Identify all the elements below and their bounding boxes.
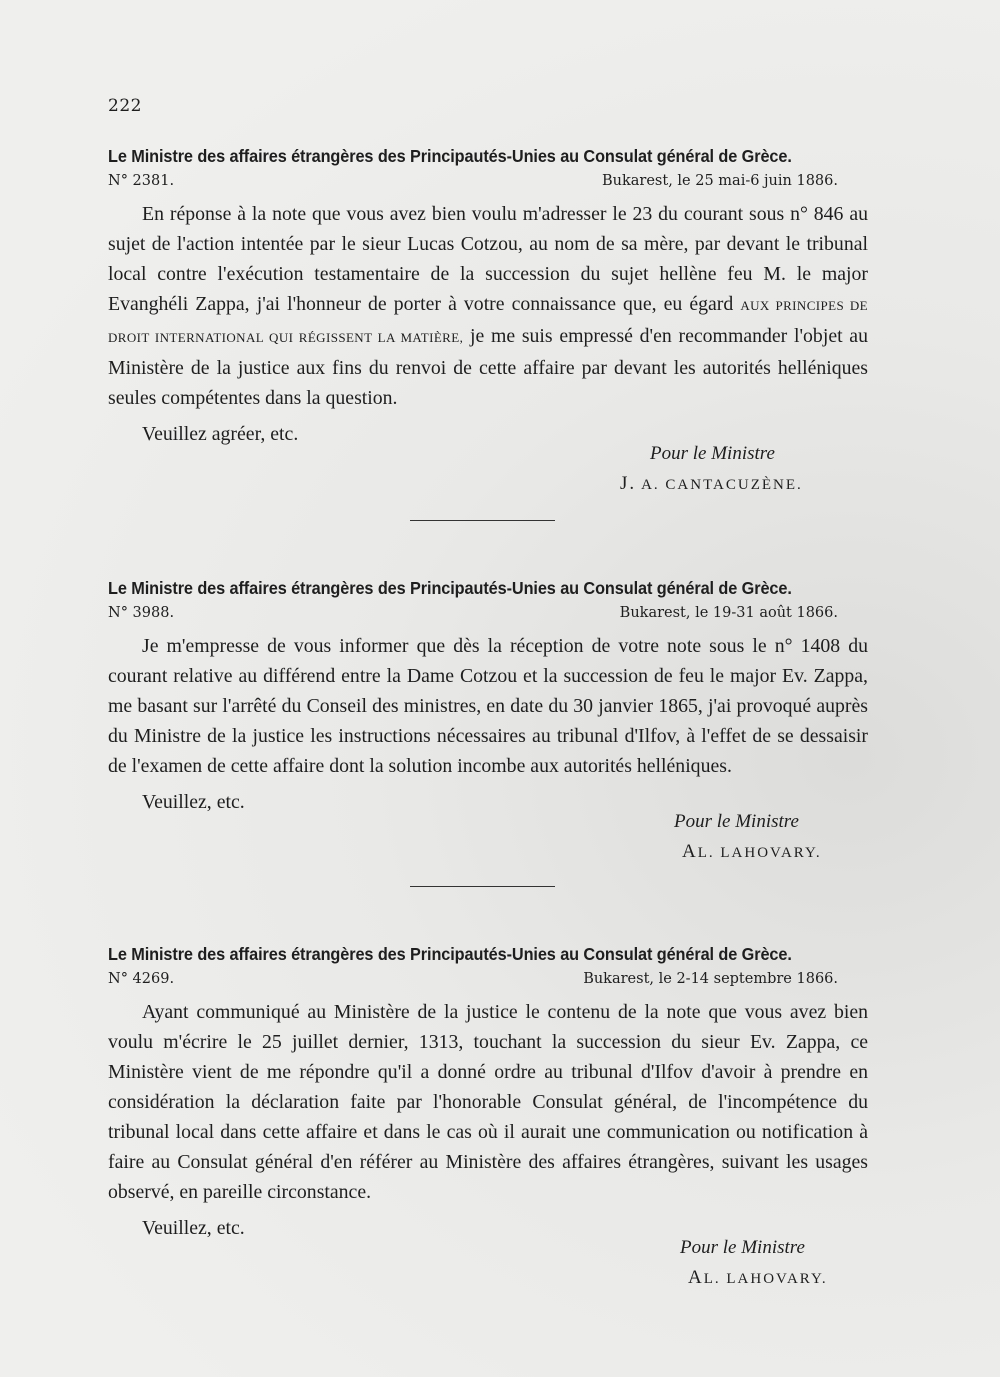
letter-date: Bukarest, le 19-31 août 1866. <box>619 605 838 621</box>
letter-heading: Le Ministre des affaires étrangères des Principautés-Unies au Consulat général de Grèce. <box>108 944 792 964</box>
letter-body: Je m'empresse de vous informer que dès la réception de votre note sous le n° 1408 du courant relative au différend entre la Dame Cotzou et la succession de feu le major Ev. Zappa, me basant sur l'arrêté du Conseil des ministres, en date du 30 janvier 1865, j'ai provoqué auprès du Ministre de la justice les instructions nécessaires au tribunal d'Ilfov, à l'effet de se dessaisir de l'examen de cette affaire dont la solution incombe aux autorités helléniques. <box>108 635 868 777</box>
letter-2 <box>108 578 868 883</box>
letter-date: Bukarest, le 2-14 septembre 1866. <box>583 971 838 987</box>
letter-heading: Le Ministre des affaires étrangères des Principautés-Unies au Consulat général de Grèce. <box>108 578 792 598</box>
signature-role: Pour le Ministre <box>680 1237 805 1258</box>
letter-meta <box>108 173 868 199</box>
signature-name: AL. LAHOVARY. <box>682 841 822 862</box>
letter-meta <box>108 605 868 631</box>
letter-closing: Veuillez, etc. <box>142 791 245 813</box>
page-number: 222 <box>108 96 142 116</box>
signature-block <box>108 443 868 515</box>
section-divider <box>410 520 555 521</box>
letter-heading: Le Ministre des affaires étrangères des Principautés-Unies au Consulat général de Grèce. <box>108 146 792 166</box>
letter-date: Bukarest, le 25 mai-6 juin 1886. <box>601 173 838 189</box>
letter-closing: Veuillez, etc. <box>142 1217 245 1239</box>
letter-number: N° 4269. <box>108 971 175 987</box>
letter-meta <box>108 971 868 997</box>
letter-body <box>108 199 868 413</box>
signature-role: Pour le Ministre <box>674 811 799 832</box>
letter-body-smallcaps: AUX PRINCIPES DE DROIT INTERNATIONAL QUI RÉGISSENT LA MATIÈRE, <box>108 298 868 345</box>
letter-body: Ayant communiqué au Ministère de la justice le contenu de la note que vous avez bien voulu m'écrire le 25 juillet dernier, 1313, touchant la succession du sieur Ev. Zappa, ce Ministère vient de me répondre qu'il a donné ordre au tribunal d'Ilfov d'avoir à prendre en considération la déclaration faite par l'honorable Consulat général, de l'incompétence du tribunal local dans cette affaire et dans le cas où il aurait une communication ou notification à faire au Consulat général d'en référer au Ministère des affaires étrangères, suivant les usages observé, en pareille circonstance. <box>108 1001 868 1203</box>
signature-name: AL. LAHOVARY. <box>688 1267 828 1288</box>
letter-number: N° 3988. <box>108 605 175 621</box>
letter-1 <box>108 146 868 515</box>
letter-body-part: En réponse à la note que vous avez bien voulu m'adresser le 23 du courant sous n° 846 au sujet de l'action intentée par le sieur Lucas Cotzou, au nom de sa mère, par devant le tribunal local contre l'exécution testamentaire de la succession du sujet hellène feu M. le major Evanghéli Zappa, j'ai l'honneur de porter à votre connaissance que, eu égard <box>108 203 868 315</box>
signature-role: Pour le Ministre <box>650 443 775 464</box>
signature-name: J. A. CANTACUZÈNE. <box>620 473 803 494</box>
signature-block <box>108 811 868 883</box>
signature-block <box>108 1237 868 1309</box>
letter-3 <box>108 944 868 1309</box>
letter-closing: Veuillez agréer, etc. <box>142 423 299 445</box>
section-divider <box>410 886 555 887</box>
letter-body-part: je me suis empressé d'en recommander l'objet au Ministère de la justice aux fins du renvoi de cette affaire par devant les autorités helléniques seules compétentes dans la question. <box>108 325 868 409</box>
letter-number: N° 2381. <box>108 173 175 189</box>
